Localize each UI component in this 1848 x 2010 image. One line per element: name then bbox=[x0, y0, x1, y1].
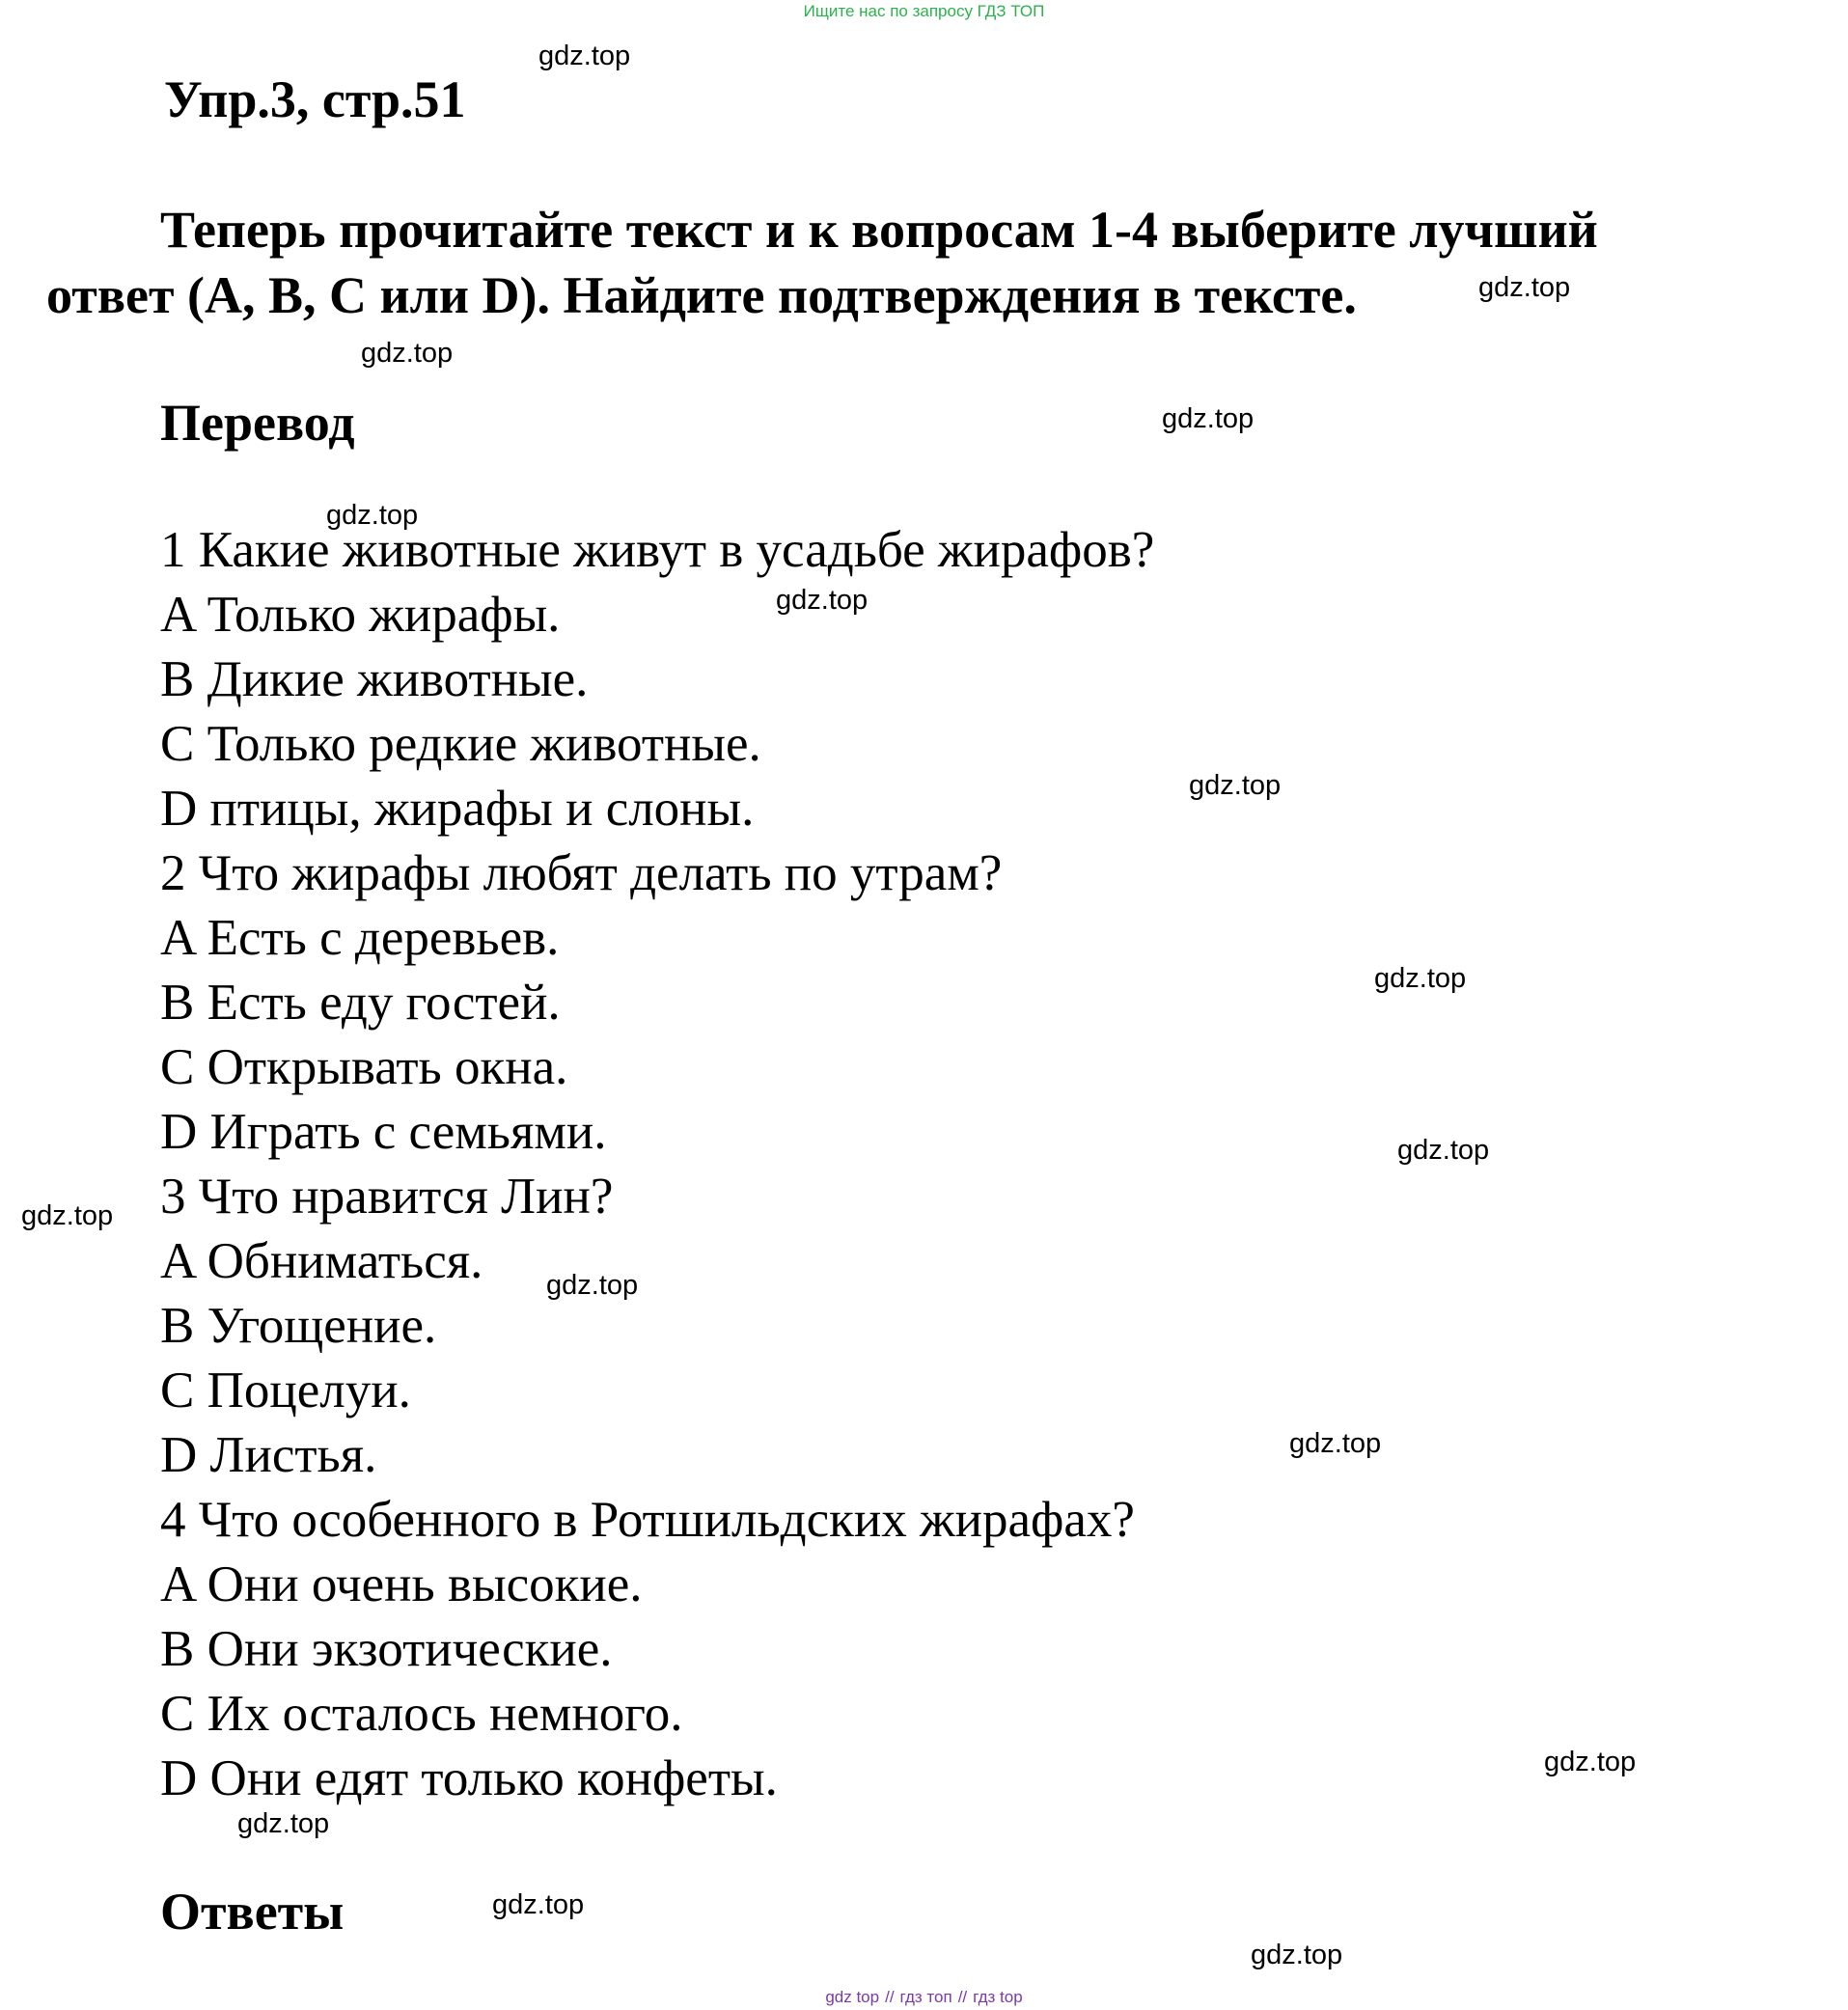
watermark: gdz.top bbox=[1251, 1940, 1343, 1970]
answer-option: B Они экзотические. bbox=[160, 1621, 613, 1677]
question-1: 1 Какие животные живут в усадьбе жирафов? bbox=[160, 522, 1155, 578]
footer-link[interactable]: gdz top bbox=[825, 1988, 880, 2006]
footer-separator: // bbox=[957, 1988, 968, 2006]
question-2: 2 Что жирафы любят делать по утрам? bbox=[160, 845, 1003, 901]
answer-option: B Угощение. bbox=[160, 1298, 437, 1354]
watermark: gdz.top bbox=[1289, 1428, 1382, 1459]
watermark: gdz.top bbox=[361, 338, 454, 369]
top-banner: Ищите нас по запросу ГДЗ ТОП bbox=[803, 2, 1045, 20]
exercise-title: Упр.3, стр.51 bbox=[164, 70, 466, 128]
answer-option: D Листья. bbox=[160, 1427, 377, 1483]
answer-option: C Только редкие животные. bbox=[160, 716, 761, 772]
answer-option: D Играть с семьями. bbox=[160, 1104, 607, 1160]
watermark: gdz.top bbox=[1397, 1135, 1490, 1166]
watermark: gdz.top bbox=[1189, 770, 1282, 801]
answers-heading: Ответы bbox=[160, 1883, 345, 1941]
instruction-line-2: ответ (A, B, C или D). Найдите подтверждения в тексте. bbox=[46, 266, 1357, 324]
translation-heading: Перевод bbox=[160, 394, 355, 452]
watermark: gdz.top bbox=[1374, 963, 1467, 994]
watermark: gdz.top bbox=[326, 500, 419, 531]
question-3: 3 Что нравится Лин? bbox=[160, 1169, 614, 1225]
watermark: gdz.top bbox=[538, 41, 631, 71]
answer-option: C Их осталось немного. bbox=[160, 1686, 683, 1742]
footer-link[interactable]: гдз топ bbox=[899, 1988, 952, 2006]
watermark: gdz.top bbox=[1544, 1747, 1637, 1777]
answer-option: C Открывать окна. bbox=[160, 1039, 568, 1095]
footer-link[interactable]: гдз top bbox=[973, 1988, 1023, 2006]
answer-option: C Поцелуи. bbox=[160, 1363, 411, 1418]
answer-option: A Только жирафы. bbox=[160, 587, 561, 643]
answer-option: D Они едят только конфеты. bbox=[160, 1750, 778, 1806]
answer-option: B Дикие животные. bbox=[160, 651, 589, 707]
instruction-line-1: Теперь прочитайте текст и к вопросам 1-4 выберите лучший bbox=[160, 201, 1598, 259]
footer-links bbox=[0, 1988, 1848, 2007]
watermark: gdz.top bbox=[492, 1889, 585, 1920]
answer-option: D птицы, жирафы и слоны. bbox=[160, 781, 755, 837]
watermark: gdz.top bbox=[21, 1200, 114, 1231]
watermark: gdz.top bbox=[237, 1808, 330, 1839]
answer-option: B Есть еду гостей. bbox=[160, 975, 561, 1031]
watermark: gdz.top bbox=[776, 585, 869, 616]
answer-option: A Обниматься. bbox=[160, 1233, 483, 1289]
watermark: gdz.top bbox=[546, 1270, 639, 1301]
watermark: gdz.top bbox=[1162, 403, 1255, 434]
answer-option: A Они очень высокие. bbox=[160, 1556, 643, 1612]
answer-option: A Есть с деревьев. bbox=[160, 910, 560, 966]
question-4: 4 Что особенного в Ротшильдских жирафах? bbox=[160, 1492, 1135, 1548]
watermark: gdz.top bbox=[1478, 272, 1571, 303]
footer-separator: // bbox=[885, 1988, 895, 2006]
